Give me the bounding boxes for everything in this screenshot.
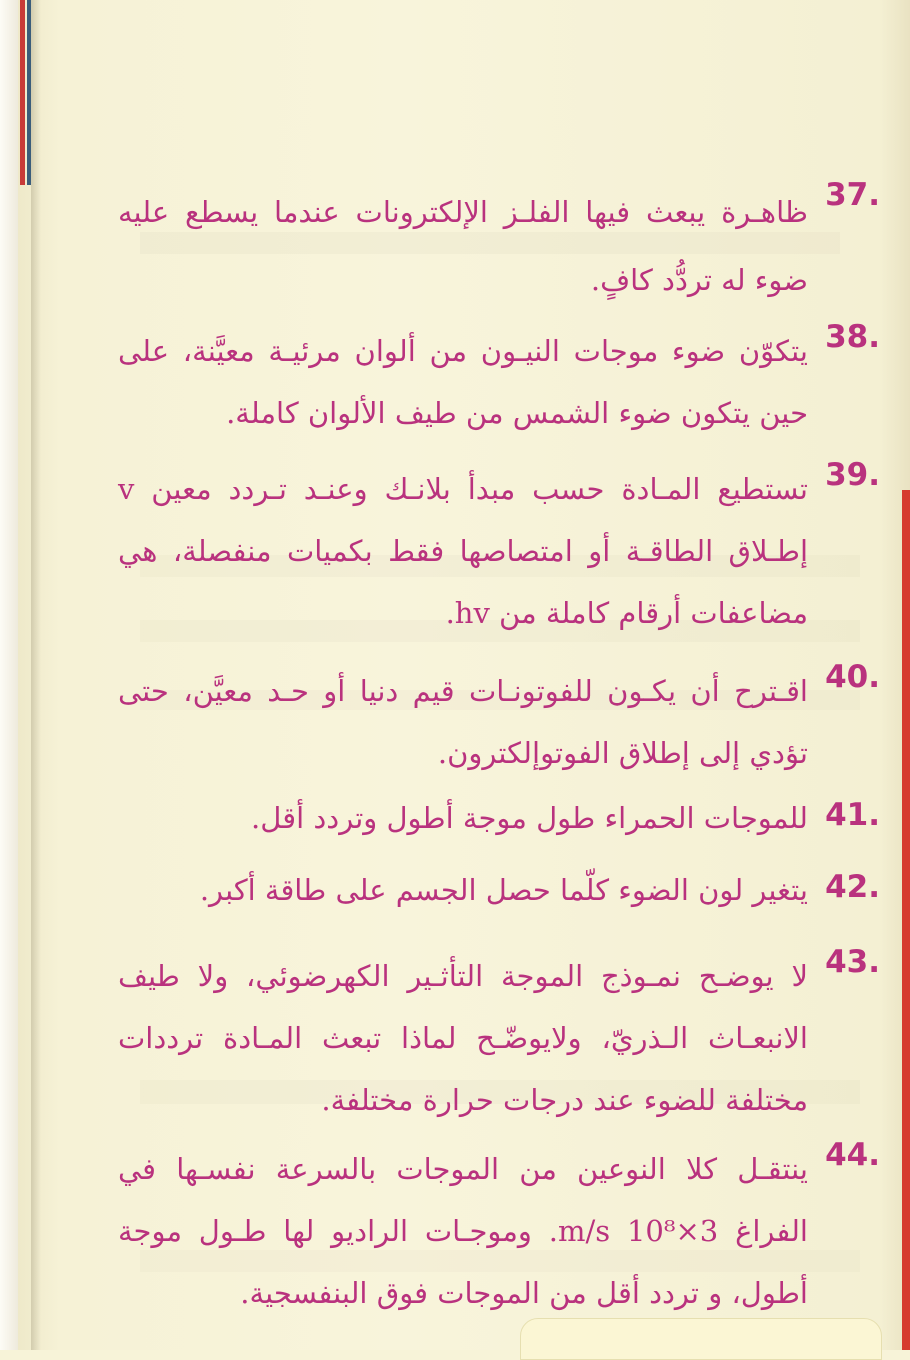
answer-item <box>120 1138 880 1318</box>
answer-item <box>120 178 880 308</box>
answer-item <box>120 320 880 440</box>
answer-item <box>120 798 880 848</box>
item-number: 40. <box>825 659 880 695</box>
item-number: 42. <box>825 869 880 905</box>
item-number: 43. <box>825 944 880 980</box>
item-text: يتغير لون الضوء كلّما حصل الجسم على طاقة أكبر. <box>199 873 808 907</box>
binding-shadow <box>31 0 41 1350</box>
answer-item <box>120 458 880 638</box>
item-text: ينتقـل كلا النوعين من الموجات بالسرعة نفسـها في الفراغ 3×10⁸ m/s. وموجـات الراديو لها طـول موجة أطول، و تردد أقل من الموجات فوق البنفسجية. <box>118 1152 808 1310</box>
item-text: لا يوضـح نمـوذج الموجة التأثـير الكهرضوئي، ولا طيف الانبعـاث الـذريّ، ولايوضّـح لماذا تبعث المـادة ترددات مختلفة للضوء عند درجات حرارة مختلفة. <box>118 959 808 1117</box>
binding-edge <box>0 0 18 1350</box>
page-corner-tab <box>520 1318 882 1360</box>
item-number: 37. <box>825 177 880 213</box>
binding-red-strip <box>20 0 25 185</box>
item-text: يتكوّن ضوء موجات النيـون من ألوان مرئيـة معيَّنة، على حين يتكون ضوء الشمس من طيف الألوان كاملة. <box>118 334 808 430</box>
item-number: 39. <box>825 457 880 493</box>
item-text: اقـترح أن يكـون للفوتونـات قيم دنيا أو حـد معيَّن، حتى تؤدي إلى إطلاق الفوتوإلكترون. <box>118 674 808 770</box>
item-number: 41. <box>825 797 880 833</box>
answer-item <box>120 870 880 920</box>
right-page-edge <box>902 490 910 1350</box>
item-text: ظاهـرة يبعث فيها الفلـز الإلكترونات عندما يسطع عليه ضوء له تردُّد كافٍ. <box>118 195 808 297</box>
answer-item <box>120 945 880 1115</box>
item-number: 44. <box>825 1137 880 1173</box>
item-number: 38. <box>825 319 880 355</box>
answer-item <box>120 660 880 780</box>
item-text: للموجات الحمراء طول موجة أطول وتردد أقل. <box>251 801 808 835</box>
item-text: تستطيع المـادة حسب مبدأ بلانـك وعنـد تـردد معين v إطـلاق الطاقـة أو امتصاصها فقط بكميات منفصلة، هي مضاعفات أرقام كاملة من hv. <box>118 472 808 630</box>
